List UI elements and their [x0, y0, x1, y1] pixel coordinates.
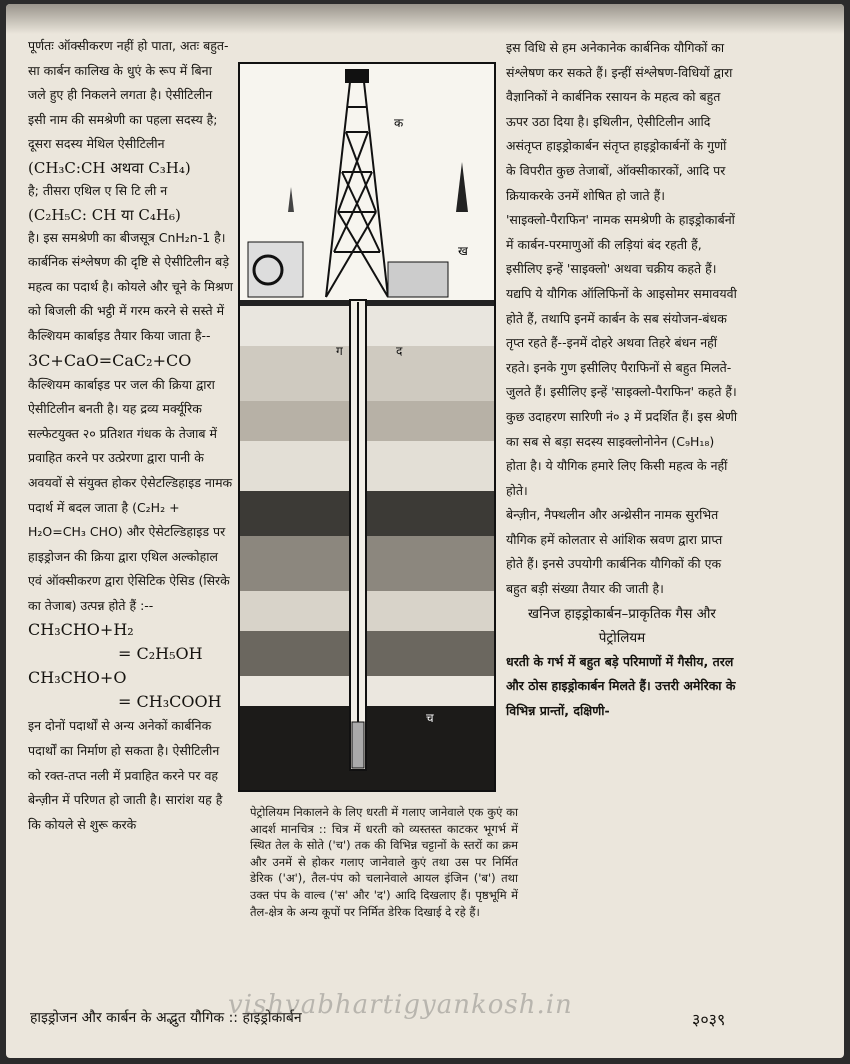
equation-3a: CH₃CHO+O [28, 668, 127, 688]
equation-carbide: 3C+CaO=CaC₂+CO [28, 350, 192, 370]
left-paragraph-1: पूर्णतः ऑक्सीकरण नहीं हो पाता, अतः बहुत-सा कार्बन कालिख के धुएं के रूप में बिना जले हुए ही निकलने लगता है। ऐसीटिलीन इसी नाम की समश्रेणी का पहला सदस्य है; दूसरा सदस्य मेथिल ऐसीटिलीन [28, 38, 229, 152]
figure-label-cha: च [426, 711, 434, 725]
left-paragraph-5: इन दोनों पदार्थों से अन्य अनेकों कार्बनिक पदार्थों का निर्माण हो सकता है। ऐसीटिलीन को रक्त-तप्त नली में प्रवाहित करने पर वह बेन्ज़ीन में परिणत हो जाती है। सारांश यह है कि कोयले से शुरू करके [28, 718, 223, 832]
left-paragraph-4: कैल्शियम कार्बाइड पर जल की क्रिया द्वारा ऐसीटिलीन बनती है। यह द्रव्य मर्क्यूरिक सल्फेटयुक्त २० प्रतिशत गंधक के तेजाब में प्रवाहित करने पर उत्प्रेरणा द्वारा पानी के अवयवों से संयुक्त होकर ऐसेटल्डिहाइड नामक पदार्थ में बदल जाता है (C₂H₂ + H₂O=CH₃ CHO) और ऐसेटल्डिहाइड पर हाइड्रोजन की क्रिया द्वारा एथिल अल्कोहाल एवं ऑक्सीकरण द्वारा ऐसिटिक ऐसिड (सिरके का तेजाब) उत्पन्न होते हैं :-- [28, 376, 233, 613]
running-title: हाइड्रोजन और कार्बन के अद्भुत यौगिक :: हाइड्रोकार्बन [30, 1010, 302, 1026]
left-column [28, 34, 233, 837]
right-paragraph-1: इस विधि से हम अनेकानेक कार्बनिक यौगिकों का संश्लेषण कर सकते हैं। इन्हीं संश्लेषण-विधियों द्वारा वैज्ञानिकों ने कार्बनिक रसायन के महत्व को बहुत ऊपर उठा दिया है। इथिलीन, ऐसीटिलीन आदि असंतृप्त हाइड्रोकार्बन संतृप्त हाइड्रोकार्बनों के गुणों के विपरीत कुछ तेजाबों, ऑक्सीकारकों, आदि पर क्रियाकरके उनमें शोषित हो जाते हैं। [506, 40, 733, 203]
figure-label-ga: ग [336, 344, 343, 358]
page-shadow [6, 4, 844, 34]
formula-methyl-acetylene: (CH₃C:CH अथवा C₃H₄) [28, 158, 191, 177]
figure-label-kha: ख [458, 244, 468, 258]
left-paragraph-3: है। इस समश्रेणी का बीजसूत्र CnH₂n-1 है। कार्बनिक संश्लेषण की दृष्टि से ऐसीटिलीन बड़े महत्व का पदार्थ है। कोयले और चूने के मिश्रण को बिजली की भट्ठी में गरम करने से सस्ते में कैल्शियम कार्बाइड तैयार किया जाता है-- [28, 229, 233, 343]
equation-2a: CH₃CHO+H₂ [28, 620, 134, 640]
book-page [6, 4, 844, 1058]
figure-label-ka: क [394, 116, 404, 130]
section-heading: खनिज हाइड्रोकार्बन–प्राकृतिक गैस और पेट्रोलियम [528, 605, 716, 646]
figure-label-da: द [396, 344, 403, 358]
left-paragraph-2: है; तीसरा एथिल ए सि टि ली न [28, 182, 168, 198]
equation-2b: = C₂H₅OH [118, 644, 203, 664]
watermark: vishvabhartigyankosh.in [228, 990, 573, 1020]
right-paragraph-3: बेन्ज़ीन, नैफ्थलीन और अन्थ्रेसीन नामक सुरभित यौगिक हमें कोलतार से आंशिक स्रवण द्वारा प्राप्त होते हैं। इनसे उपयोगी कार्बनिक यौगिकों की एक बहुत बड़ी संख्या तैयार की जाती है। [506, 507, 723, 597]
formula-ethyl-acetylene: (C₂H₅C: CH या C₄H₆) [28, 205, 181, 224]
page-number: ३०३९ [692, 1010, 726, 1029]
equation-3b: = CH₃COOH [118, 692, 222, 712]
figure-caption: पेट्रोलियम निकालने के लिए धरती में गलाए जानेवाले एक कुएं का आदर्श मानचित्र :: चित्र में धरती को व्यस्तस्त काटकर भूगर्भ में स्थित तेल के सोते ('च') तक की विभिन्न चट्टानों के स्तरों का क्रम और उनमें से होकर गलाए जानेवाले कुएं तथा उस पर निर्मित डेरिक ('अ'), तैल-पंप को चलानेवाले आयल इंजिन ('ब') तथा उक्त पंप के वाल्व ('स' और 'द') आदि दिखलाए हैं। पृष्ठभूमि में तैल-क्षेत्र के अन्य कूपों पर निर्मित डेरिक दिखाई दे रहे हैं। [250, 805, 518, 919]
oil-well-figure [238, 62, 496, 792]
right-paragraph-4: धरती के गर्भ में बहुत बड़े परिमाणों में गैसीय, तरल और ठोस हाइड्रोकार्बन मिलते हैं। उत्तरी अमेरिका के विभिन्न प्रान्तों, दक्षिणी- [506, 653, 736, 718]
right-column [506, 36, 738, 723]
right-paragraph-2: 'साइक्लो-पैराफिन' नामक समश्रेणी के हाइड्रोकार्बनों में कार्बन-परमाणुओं की लड़ियां बंद रहती हैं, इसीलिए इन्हें 'साइक्लो' अथवा चक्रीय कहते हैं। यद्यपि ये यौगिक ऑलिफिनों के आइसोमर समावयवी होते हैं, तथापि इनमें कार्बन के सब संयोजन-बंधक तृप्त रहते हैं--इनमें दोहरे अथवा तिहरे बंधन नहीं रहते। इनके गुण इसीलिए पैराफिनों से बहुत मिलते-जुलते हैं। इसीलिए इन्हें 'साइक्लो-पैराफिन' कहते हैं। कुछ उदाहरण सारिणी नं० ३ में प्रदर्शित हैं। इस श्रेणी का सब से बड़ा सदस्य साइक्लोनोनेन (C₉H₁₈) होता है। ये यौगिक हमारे लिए किसी महत्व के नहीं होते। [506, 212, 738, 498]
